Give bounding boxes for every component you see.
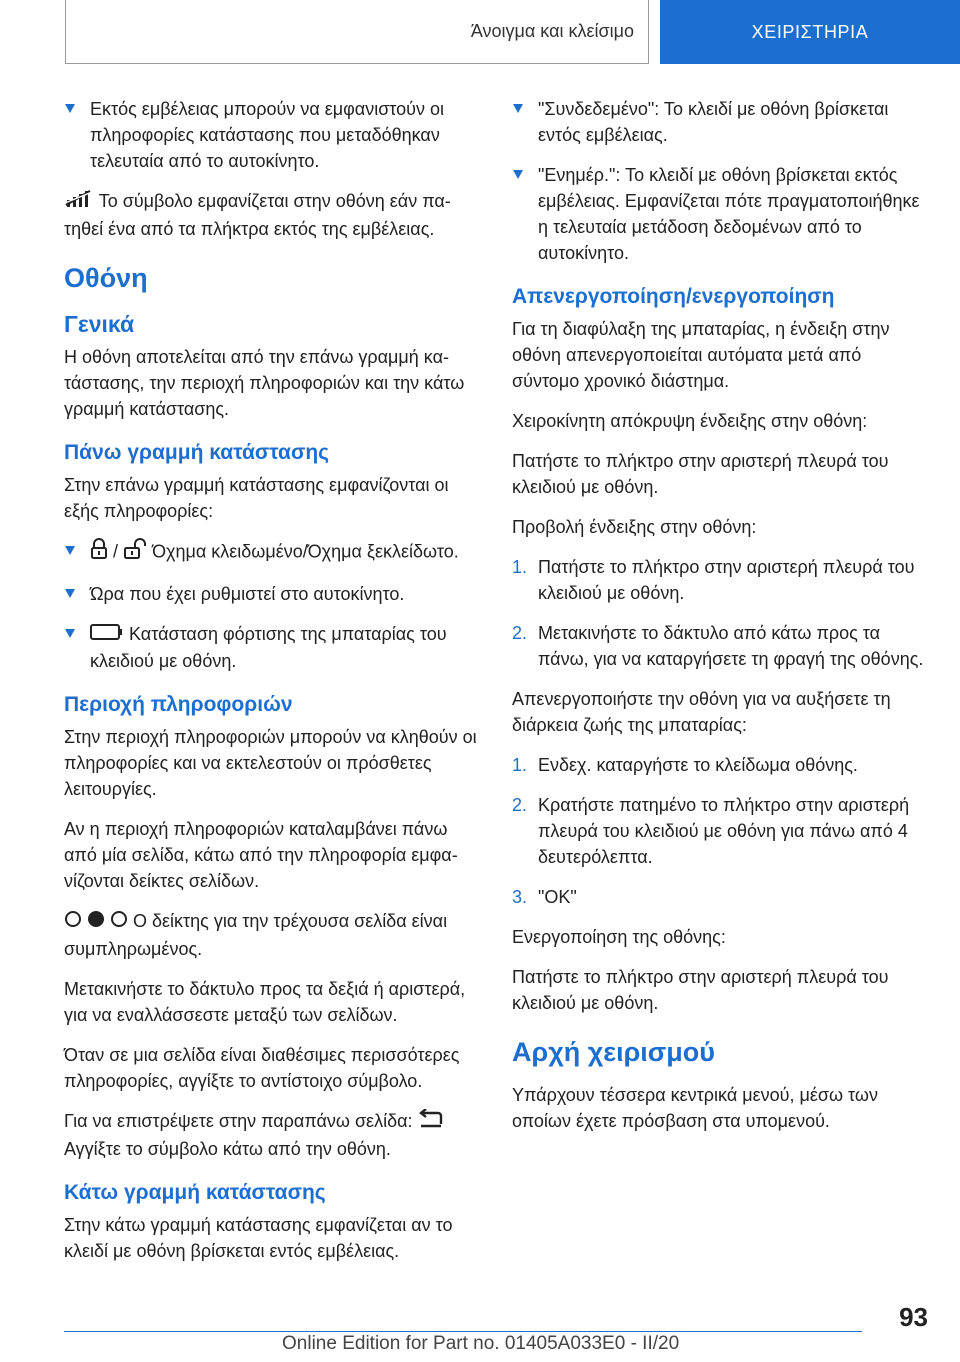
bullet-triangle-icon	[65, 589, 75, 598]
heading-bottom-status-bar: Κάτω γραμμή κατάστασης	[64, 1180, 326, 1204]
step-item: 1. Ενδεχ. καταργήστε το κλείδωμα οθόνης.	[512, 755, 858, 775]
info-paragraph-1: Στην περιοχή πληροφοριών μπορούν να κληθούν οι πληροφορίες και να εκτελεστούν οι πρόσθετες λειτουργίες.	[64, 727, 477, 799]
battery-icon	[90, 622, 124, 648]
heading-info-area: Περιοχή πληροφοριών	[64, 693, 293, 716]
padlock-unlocked-icon	[123, 538, 147, 567]
header-chapter-title: ΧΕΙΡΙΣΤΗΡΙΑ	[751, 21, 869, 42]
left-column	[64, 96, 480, 1278]
bullet-out-of-range: Εκτός εμβέλειας μπορούν να εμφανιστούν οι πληροφορίες κατάστασης που μεταδόθηκαν τελευταία από το αυτοκίνητο.	[64, 96, 480, 174]
signal-out-of-range-icon	[64, 189, 94, 216]
page-dots-icon	[64, 909, 128, 936]
bullet-triangle-icon	[513, 170, 523, 179]
header-section-box	[65, 0, 649, 64]
step-item: 2. Κρατήστε πατημένο το πλήκτρο στην αριστερή πλευρά του κλειδιού με οθόνη για πάνω από 4 δευτερόλεπτα.	[512, 795, 910, 867]
header-chapter-tab	[660, 0, 960, 64]
step-item: 2. Μετακινήστε το δάκτυλο από κάτω προς τα πάνω, για να καταργήσετε τη φραγή της οθόνης.	[512, 623, 924, 669]
press-button-paragraph: Πατήστε το πλήκτρο στην αριστερή πλευρά του κλειδιού με οθόνη.	[512, 451, 889, 497]
heading-top-status-bar: Πάνω γραμμή κατάστασης	[64, 440, 330, 464]
page-dots-paragraph: Ο δείκτης για την τρέχουσα σελίδα είναι συμπληρωμένος.	[64, 908, 480, 962]
disable-display-paragraph: Απενεργοποιήστε την οθόνη για να αυξήσετε τη διάρκεια ζωής της μπαταρίας:	[512, 689, 891, 735]
step-item: 3. "OK"	[512, 887, 577, 907]
general-paragraph: Η οθόνη αποτελείται από την επάνω γραμμή κατάστασης, την περιοχή πληροφοριών και την κάτω γραμμή κατάστασης.	[64, 346, 465, 419]
bullet-triangle-icon	[65, 546, 75, 555]
bottom-status-paragraph: Στην κάτω γραμμή κατάστασης εμφανίζεται αν το κλειδί με οθόνη βρίσκεται εντός εμβέλειας.	[64, 1214, 453, 1261]
heading-deactivation: Απενεργοποίηση/ενεργοποίηση	[512, 285, 835, 308]
signal-symbol-paragraph: Το σύμβολο εμφανίζεται στην οθόνη εάν πατηθεί ένα από τα πλήκτρα εκτός της εμβέλειας.	[64, 188, 480, 242]
heading-operating-principle: Αρχή χειρισμού	[512, 1037, 716, 1067]
bullet-triangle-icon	[513, 104, 523, 113]
principle-paragraph: Υπάρχουν τέσσερα κεντρικά μενού, μέσω των οποίων έχετε πρόσβαση στα υπομενού.	[512, 1085, 878, 1131]
swipe-paragraph: Μετακινήστε το δάκτυλο προς τα δεξιά ή αριστερά, για να εναλλάσσεστε μεταξύ των σελίδων.	[64, 978, 466, 1025]
deactivation-paragraph: Για τη διαφύλαξη της μπαταρίας, η ένδειξη στην οθόνη απενεργοποιείται αυτόματα μετά από σύντομο χρονικό διάστημα.	[512, 319, 890, 391]
bullet-updated: "Ενημέρ.": Το κλειδί με οθόνη βρίσκεται εκτός εμβέλειας. Εμφανίζεται πότε πραγματοποιήθηκε η τελευταία μετάδοση δεδομένων από το αυτοκίνητο.	[512, 162, 928, 266]
bullet-lock-status: / Όχημα κλειδωμένο/Όχημα ξεκλείδωτο.	[64, 538, 480, 567]
bullet-triangle-icon	[65, 629, 75, 638]
show-display-paragraph: Προβολή ένδειξης στην οθόνη:	[512, 517, 757, 537]
right-column	[512, 96, 928, 1148]
footer-edition: Online Edition for Part no. 01405A033E0 - II/20	[282, 1333, 680, 1354]
back-paragraph: Για να επιστρέψετε στην παραπάνω σελίδα: Αγγίξτε το σύμβολο κάτω από την οθόνη.	[64, 1108, 480, 1162]
press-button-paragraph-2: Πατήστε το πλήκτρο στην αριστερή πλευρά του κλειδιού με οθόνη.	[512, 967, 889, 1013]
header-section-title: Άνοιγμα και κλείσιμο	[470, 21, 634, 41]
bullet-triangle-icon	[65, 104, 75, 113]
footer-divider	[64, 1331, 862, 1332]
bullet-connected: "Συνδεδεμένο": Το κλειδί με οθόνη βρίσκεται εντός εμβέλειας.	[512, 96, 928, 148]
info-paragraph-2: Αν η περιοχή πληροφοριών καταλαμβάνει πάνω από μία σελίδα, κάτω από την πληροφορία εμφανίζονται δείκτες σελίδων.	[64, 819, 458, 891]
bullet-time: Ώρα που έχει ρυθμιστεί στο αυτοκίνητο.	[64, 581, 480, 607]
page-number: 93	[899, 1302, 928, 1332]
enable-display-paragraph: Ενεργοποίηση της οθόνης:	[512, 927, 726, 947]
back-arrow-icon	[418, 1109, 444, 1136]
bullet-battery: Κατάσταση φόρτισης της μπαταρίας του κλειδιού με οθόνη.	[64, 621, 480, 674]
more-info-paragraph: Όταν σε μια σελίδα είναι διαθέσιμες περισσότερες πληροφορίες, αγγίξτε το αντίστοιχο σύμβολο.	[64, 1044, 460, 1091]
padlock-locked-icon	[90, 538, 108, 567]
top-status-paragraph: Στην επάνω γραμμή κατάστασης εμφανίζονται οι εξής πληροφορίες:	[64, 474, 449, 521]
step-item: 1. Πατήστε το πλήκτρο στην αριστερή πλευρά του κλειδιού με οθόνη.	[512, 557, 915, 603]
manual-hide-paragraph: Χειροκίνητη απόκρυψη ένδειξης στην οθόνη:	[512, 411, 868, 431]
heading-screen: Οθόνη	[64, 262, 148, 293]
heading-general: Γενικά	[64, 310, 135, 337]
